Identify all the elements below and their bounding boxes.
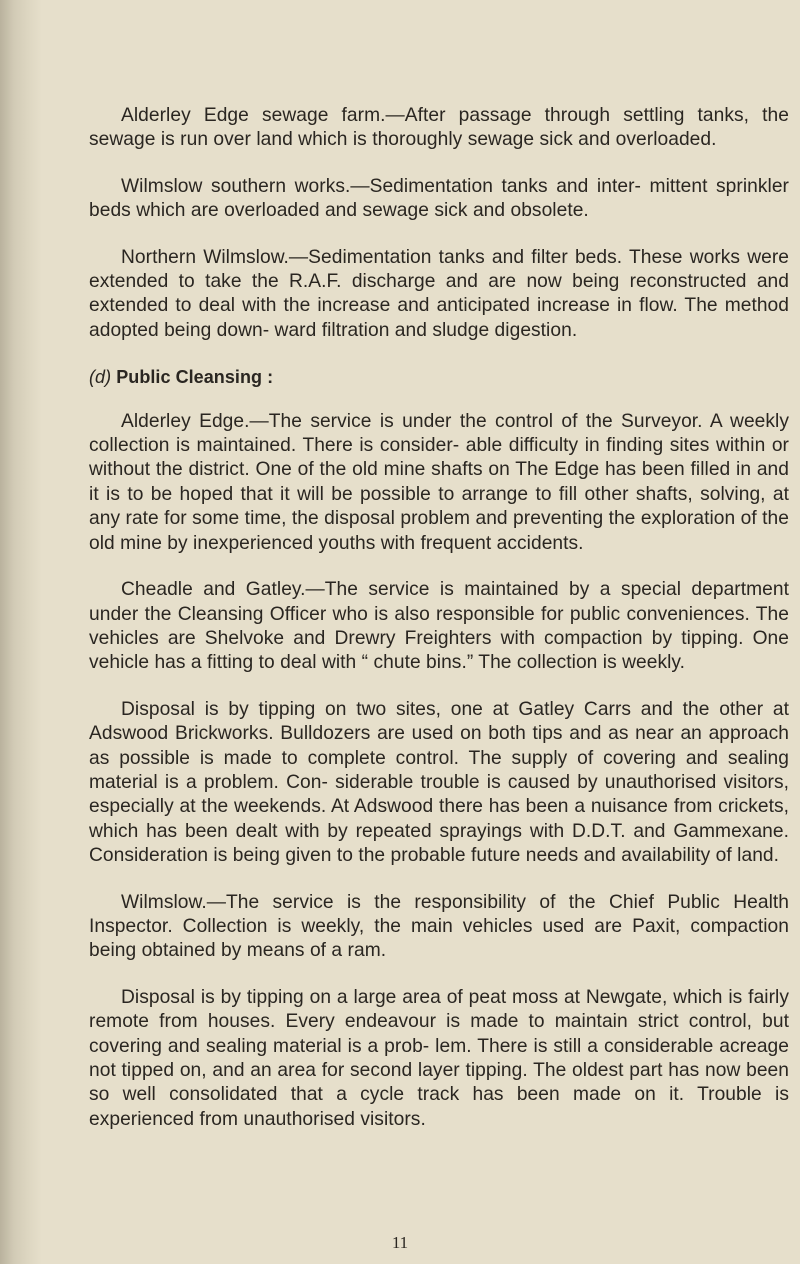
- section-title: Public Cleansing :: [116, 367, 274, 388]
- paragraph-disposal-gatley: Disposal is by tipping on two sites, one at Gatley Carrs and the other at Adswood Brickworks. Bulldozers are used on both tips and as near an approach as possible is made to complete control. The supply of covering and sealing material is a problem. Con- siderable trouble is caused by unauthorised visitors, especially at the weekends. At Adswood there has been a nuisance from crickets, which has been dealt with by repeated sprayings with D.D.T. and Gammexane. Consideration is being given to the probable future needs and availability of land.: [89, 698, 789, 867]
- paragraph-alderley-edge-cleansing: Alderley Edge.—The service is under the control of the Surveyor. A weekly collection is maintained. There is consider- able difficulty in finding sites within or without the district. One of the old mine shafts on The Edge has been filled in and it is to be hoped that it will be possible to arrange to fill other shafts, solving, at any rate for some time, the disposal problem and preventing the exploration of the old mine by inexperienced youths with frequent accidents.: [89, 410, 789, 554]
- paragraph-wilmslow-southern-works: Wilmslow southern works.—Sedimentation tanks and inter- mittent sprinkler beds which are overloaded and sewage sick and obsolete.: [89, 175, 789, 222]
- section-letter: (d): [89, 367, 112, 388]
- paragraph-alderley-edge-sewage: Alderley Edge sewage farm.—After passage through settling tanks, the sewage is run over land which is thoroughly sewage sick and overloaded.: [89, 105, 789, 151]
- paragraph-wilmslow-cleansing: Wilmslow.—The service is the responsibility of the Chief Public Health Inspector. Collection is weekly, the main vehicles used are Paxit, compaction being obtained by means of a ram.: [89, 891, 789, 962]
- section-heading: [89, 365, 789, 389]
- page-number: 11: [391, 1233, 409, 1252]
- paragraph-cheadle-gatley: Cheadle and Gatley.—The service is maintained by a special department under the Cleansing Officer who is also responsible for public conveniences. The vehicles are Shelvoke and Drewry Freighters with compaction by tipping. One vehicle has a fitting to deal with “ chute bins.” The collection is weekly.: [89, 579, 789, 674]
- document-page: [89, 104, 789, 1154]
- paragraph-disposal-newgate: Disposal is by tipping on a large area of peat moss at Newgate, which is fairly remote from houses. Every endeavour is made to maintain strict control, but covering and sealing material is a prob- lem. There is still a considerable acreage not tipped on, and an area for second layer tipping. The oldest part has now been so well consolidated that a cycle track has been made on it. Trouble is experienced from unauthorised visitors.: [89, 986, 789, 1130]
- page-binding-shadow: [0, 0, 42, 1264]
- paragraph-northern-wilmslow: Northern Wilmslow.—Sedimentation tanks and filter beds. These works were extended to take the R.A.F. discharge and are now being reconstructed and extended to deal with the increase and anticipated increase in flow. The method adopted being down- ward filtration and sludge digestion.: [89, 246, 789, 341]
